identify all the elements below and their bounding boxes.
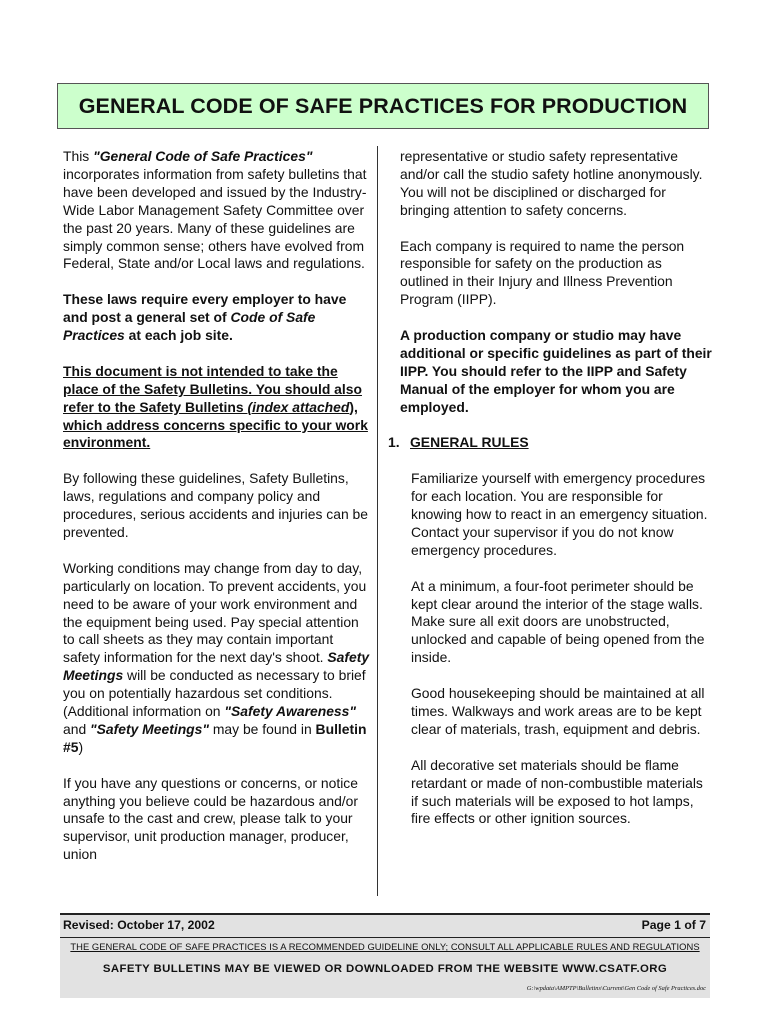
- text-run: may be found in: [208, 720, 316, 737]
- questions-paragraph: If you have any questions or concerns, or notice anything you believe could be hazardous and/or unsafe to the cast and crew, please talk to your supervisor, unit production manager, producer, union: [63, 774, 358, 863]
- column-divider: [377, 146, 378, 896]
- text-run: incorporates information from safety bulletins that have been developed and issued by the Industry-Wide Labor Management Safety Committee over the past 20 years. Many of these guidelines are simply common sense; others have evolved from Federal, State and/or Local laws and regulations.: [63, 165, 367, 272]
- rule-paragraph: At a minimum, a four-foot perimeter should be kept clear around the interior of the stage walls. Make sure all exit doors are unobstructed, unlocked and capable of being opened from the inside.: [411, 577, 705, 666]
- text-run: will be conducted as necessary to brief you on potentially hazardous set conditions. (Additional information on: [63, 667, 366, 720]
- representative-paragraph: representative or studio safety representative and/or call the studio safety hotline anonymously. You will not be disciplined or discharged for bringing attention to safety concerns.: [400, 148, 703, 218]
- laws-paragraph: [63, 291, 373, 345]
- right-column: [388, 148, 712, 846]
- intro-paragraph: [63, 148, 373, 273]
- text-run: ), which address concerns specific to your work environment.: [63, 398, 368, 451]
- text-run: and: [63, 720, 91, 737]
- website-notice: SAFETY BULLETINS MAY BE VIEWED OR DOWNLOADED FROM THE WEBSITE WWW.CSATF.ORG: [102, 963, 668, 975]
- emphasis-text: "Safety Awareness": [224, 703, 356, 720]
- title-box: [57, 83, 709, 129]
- guideline-notice: THE GENERAL CODE OF SAFE PRACTICES IS A RECOMMENDED GUIDELINE ONLY; CONSULT ALL APPLICABLE RULES AND REGULATIONS: [70, 941, 700, 952]
- footer-divider: [60, 937, 710, 938]
- section-heading: [388, 434, 712, 452]
- left-column: [63, 148, 373, 882]
- document-name: "General Code of Safe Practices": [93, 148, 313, 164]
- iipp-paragraph: Each company is required to name the person responsible for safety on the production as outlined in their Injury and Illness Prevention Program (IIPP).: [400, 237, 685, 308]
- section-title: GENERAL RULES: [410, 434, 529, 451]
- text-run: Working conditions may change from day to day, particularly on location. To prevent accidents, you need to be aware of your work environment and the equipment being used. Pay special attention to call sheets as they may contain important safety information for the next day's shoot.: [63, 559, 367, 666]
- file-path: G:\wpdata\AMPTP\Bulletins\Current\Gen Code of Safe Practices.doc: [526, 985, 706, 992]
- text-run: ): [78, 738, 84, 755]
- rule-paragraph: Good housekeeping should be maintained at all times. Walkways and work areas are to be kept clear of materials, trash, equipment and debris.: [411, 685, 705, 737]
- conditions-paragraph: [63, 560, 373, 757]
- notice-paragraph: [63, 363, 373, 453]
- section-number: 1.: [388, 434, 400, 451]
- text-run: This document is not intended to take the place of the Safety Bulletins. You should also refer to the Safety Bulletins: [63, 362, 362, 415]
- guidelines-paragraph: By following these guidelines, Safety Bulletins, laws, regulations and company policy and procedures, serious accidents and injuries can be prevented.: [63, 470, 368, 540]
- page-number: Page 1 of 7: [641, 918, 706, 932]
- page-title: GENERAL CODE OF SAFE PRACTICES FOR PRODUCTION: [78, 93, 688, 118]
- page-footer: [60, 913, 710, 998]
- footer-top-rule: [60, 913, 710, 915]
- emphasis-text: Safety Meetings: [63, 649, 370, 684]
- rule-paragraph: All decorative set materials should be flame retardant or made of non-combustible materials if such materials will be exposed to hot lamps, fire effects or other ignition sources.: [411, 756, 703, 827]
- rule-paragraph: Familiarize yourself with emergency procedures for each location. You are responsible for knowing how to react in an emergency situation. Contact your supervisor if you do not know emergency procedures.: [411, 470, 708, 558]
- emphasis-text: Code of Safe Practices: [63, 309, 316, 344]
- text-run: at each job site.: [124, 327, 233, 344]
- bulletin-reference: Bulletin #5: [63, 720, 367, 755]
- revised-date: Revised: October 17, 2002: [63, 918, 215, 932]
- additional-guidelines-paragraph: A production company or studio may have additional or specific guidelines as part of their IIPP. You should refer to the IIPP and Safety Manual of the employer for whom you are employed.: [400, 327, 712, 415]
- emphasis-text: "Safety Meetings": [90, 720, 209, 737]
- emphasis-text: (index attached: [247, 398, 350, 415]
- text-run: These laws require every employer to have and post a general set of: [63, 291, 347, 326]
- text-run: This: [63, 148, 94, 164]
